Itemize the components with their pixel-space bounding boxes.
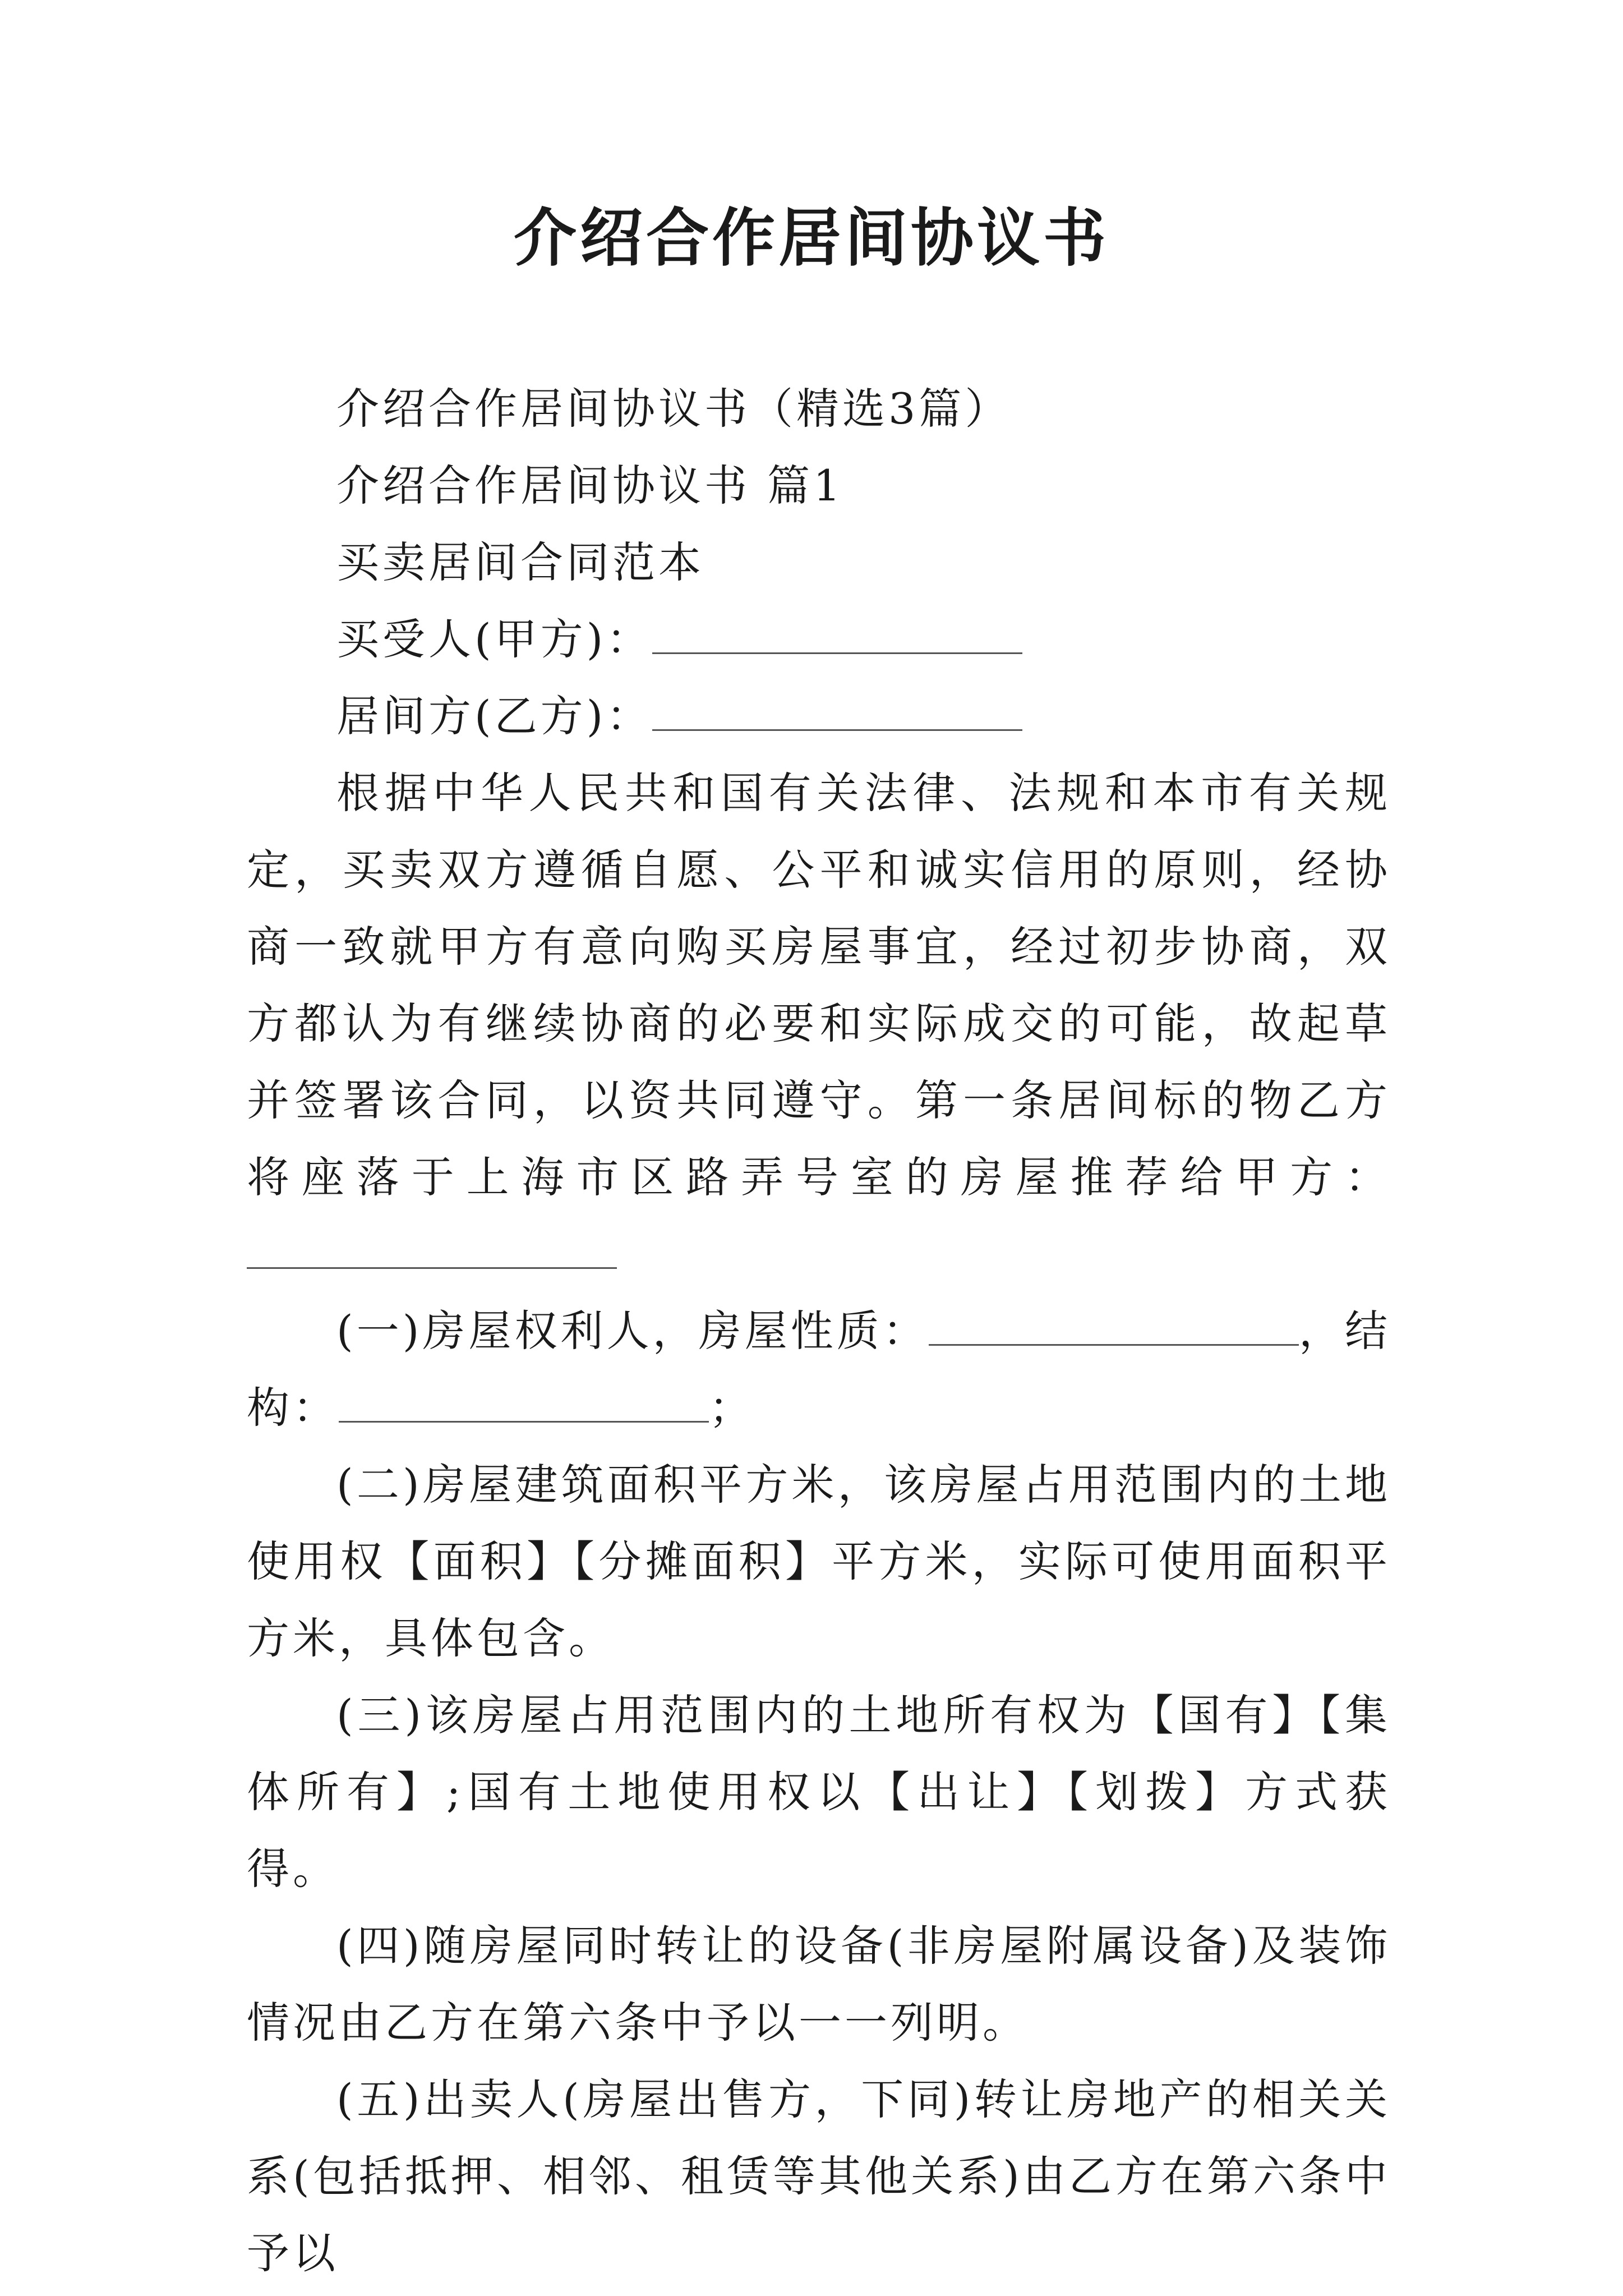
paragraph-item-4: (四)随房屋同时转让的设备(非房屋附属设备)及装饰情况由乙方在第六条中予以一一列明。 — [247, 1921, 1391, 2047]
item-1-text-c: ； — [709, 1383, 755, 1433]
item-1-blank-structure — [339, 1387, 709, 1423]
document-title: 介绍合作居间协议书 — [514, 201, 1109, 275]
paragraph-preamble — [247, 754, 1391, 1292]
agent-label: 居间方(乙方)： — [336, 691, 653, 741]
agent-line — [247, 678, 1391, 754]
intro-line-collection: 介绍合作居间协议书（精选3篇） — [336, 384, 1011, 434]
paragraph-item-3: (三)该房屋占用范围内的土地所有权为【国有】【集体所有】;国有土地使用权以【出让】【划拨】方式获得。 — [247, 1690, 1391, 1894]
intro-line-contract-type: 买卖居间合同范本 — [336, 537, 704, 587]
item-1-blank-nature — [929, 1310, 1299, 1346]
buyer-label: 买受人(甲方)： — [336, 614, 653, 664]
preamble-text: 根据中华人民共和国有关法律、法规和本市有关规定，买卖双方遵循自愿、公平和诚实信用的原则，经协商一致就甲方有意向购买房屋事宜，经过初步协商，双方都认为有继续协商的必要和实际成交的可能，故起草并签署该合同，以资共同遵守。第一条居间标的物乙方将座落于上海市区路弄号室的房屋推荐给甲方： — [247, 768, 1391, 1202]
buyer-line — [247, 601, 1391, 678]
item-1-text-a: (一)房屋权利人，房屋性质： — [336, 1306, 929, 1356]
intro-line-article: 介绍合作居间协议书 篇1 — [336, 461, 844, 510]
buyer-blank — [652, 619, 1022, 654]
paragraph-item-2: (二)房屋建筑面积平方米，该房屋占用范围内的土地使用权【面积】【分摊面积】平方米，实际可使用面积平方米，具体包含。 — [247, 1460, 1391, 1663]
item-1-text-b: ，结构： — [247, 1306, 1391, 1433]
agent-blank — [652, 696, 1022, 731]
preamble-blank — [247, 1234, 617, 1269]
paragraph-item-1 — [247, 1292, 1391, 1446]
document-body — [247, 370, 1391, 2292]
paragraph-item-5: (五)出卖人(房屋出售方，下同)转让房地产的相关关系(包括抵押、相邻、租赁等其他关系)由乙方在第六条中予以 — [247, 2074, 1391, 2278]
